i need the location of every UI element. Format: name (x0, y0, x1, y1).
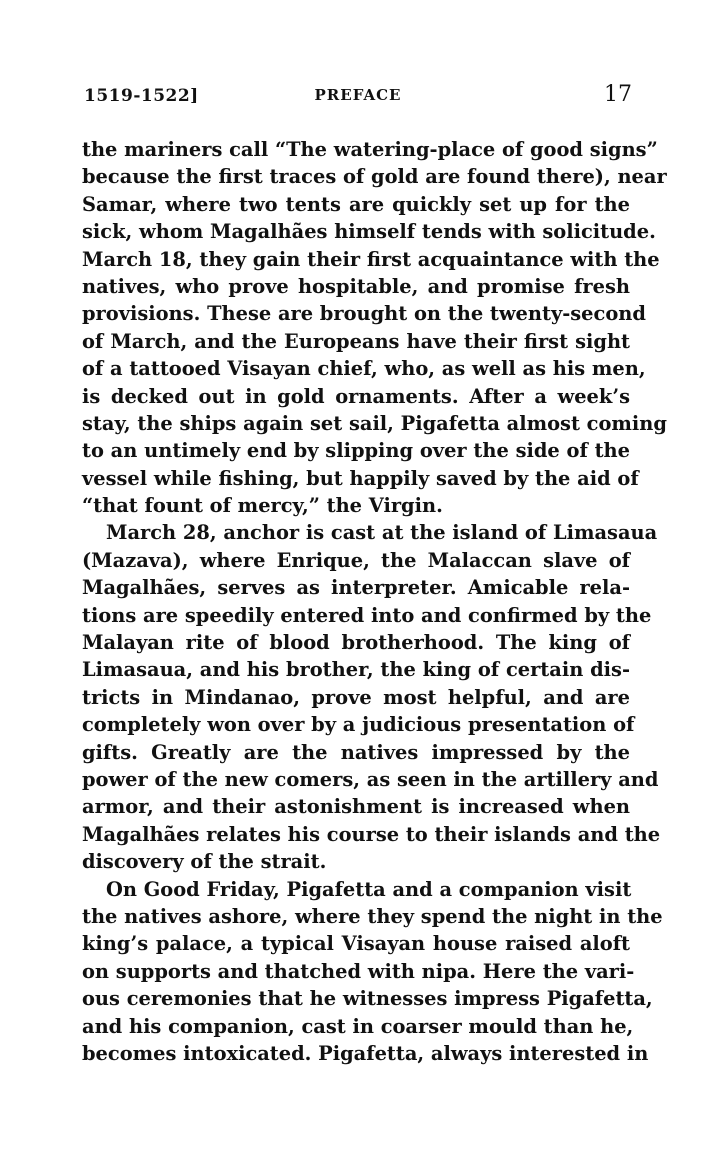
text-line: completely won over by a judicious presentation of (82, 713, 635, 737)
running-head-date-range: 1519-1522] (84, 86, 199, 106)
text-line: provisions. These are brought on the twenty-second (82, 302, 646, 326)
text-line: Limasaua, and his brother, the king of certain dis- (82, 658, 630, 682)
running-head (84, 82, 632, 112)
running-head-title: PREFACE (314, 86, 402, 104)
text-line: discovery of the strait. (82, 850, 327, 874)
text-line: of March, and the Europeans have their first sight (82, 329, 630, 353)
text-line: (Mazava), where Enrique, the Malaccan slave of (82, 548, 630, 572)
body-text (82, 136, 667, 1067)
text-line: natives, who prove hospitable, and promise fresh (82, 274, 630, 298)
text-line: stay, the ships again set sail, Pigafetta almost coming (82, 411, 667, 435)
text-line: On Good Friday, Pigafetta and a companion visit (106, 877, 632, 901)
page-number: 17 (604, 82, 632, 107)
text-line: “that fount of mercy,” the Virgin. (82, 494, 443, 518)
text-line: to an untimely end by slipping over the side of the (82, 439, 630, 463)
text-line: becomes intoxicated. Pigafetta, always interested in (82, 1041, 649, 1065)
text-line: the natives ashore, where they spend the night in the (82, 904, 663, 928)
text-line: Magalhães relates his course to their islands and the (82, 822, 661, 846)
text-line: and his companion, cast in coarser mould than he, (82, 1014, 634, 1038)
text-line: gifts. Greatly are the natives impressed by the (82, 740, 630, 764)
text-line: Magalhães, serves as interpreter. Amicable rela- (82, 576, 630, 600)
text-line: the mariners call “The watering-place of good signs” (82, 138, 658, 161)
text-line: sick, whom Magalhães himself tends with solicitude. (82, 220, 656, 244)
text-line: is decked out in gold ornaments. After a week’s (82, 384, 630, 408)
text-line: Malayan rite of blood brotherhood. The king of (82, 631, 630, 655)
text-line: tricts in Mindanao, prove most helpful, and are (82, 685, 630, 709)
text-line: Samar, where two tents are quickly set up for the (82, 192, 630, 216)
text-line: vessel while fishing, but happily saved by the aid of (82, 466, 639, 490)
text-line: tions are speedily entered into and confirmed by the (82, 603, 652, 627)
text-line: power of the new comers, as seen in the artillery and (82, 767, 659, 791)
text-line: king’s palace, a typical Visayan house raised aloft (82, 932, 630, 956)
text-line: of a tattooed Visayan chief, who, as well as his men, (82, 357, 646, 381)
text-line: March 18, they gain their first acquaintance with the (82, 247, 660, 271)
text-line: on supports and thatched with nipa. Here the vari- (82, 959, 635, 983)
text-line: because the first traces of gold are found there), near (82, 165, 667, 189)
text-line: armor, and their astonishment is increased when (82, 795, 630, 819)
text-line: ous ceremonies that he witnesses impress Pigafetta, (82, 987, 653, 1011)
text-line: March 28, anchor is cast at the island of Limasaua (106, 521, 658, 545)
